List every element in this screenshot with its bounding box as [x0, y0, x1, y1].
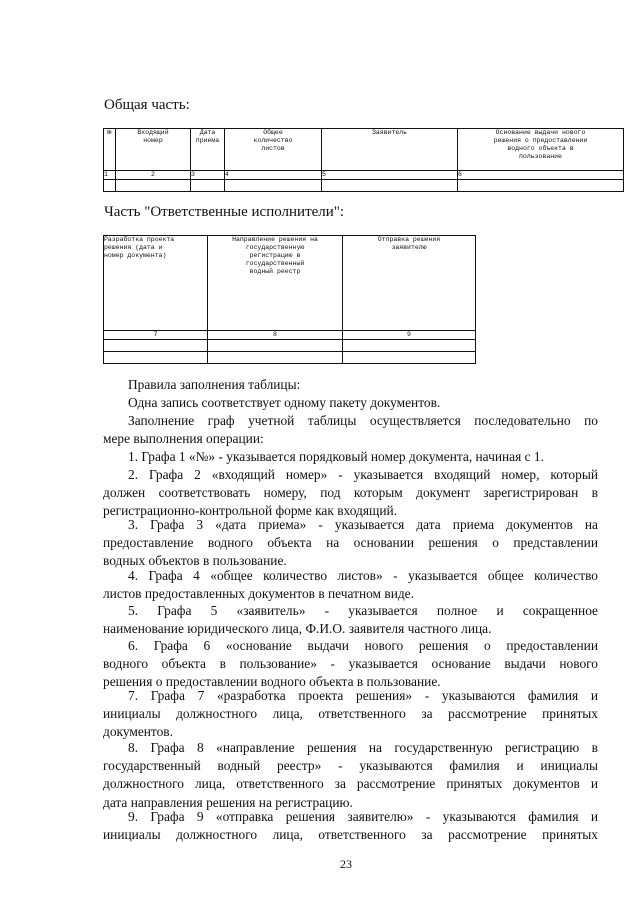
table1-header-cell: Заявитель	[322, 129, 458, 171]
table2-header-cell: Направление решения на государственную регистрацию в государственный водный реестр	[208, 236, 343, 331]
page-number: 23	[340, 857, 352, 871]
table1-number-cell: 3	[191, 171, 225, 180]
table1-empty-cell	[322, 180, 458, 192]
rules-paragraph	[103, 739, 598, 812]
rules-line: инициалы должностного лица, ответственного за рассмотрение принятых	[103, 827, 598, 843]
rules-line: 5. Графа 5 «заявитель» - указывается полное и сокращенное	[128, 603, 598, 618]
rules-paragraph	[103, 448, 598, 466]
table1-header-cell: №	[104, 129, 116, 171]
table2-header-cell: Отправка решения заявителю	[343, 236, 476, 331]
rules-line: должен соответствовать номеру, под которым документ зарегистрирован в	[103, 485, 598, 501]
rules-paragraph	[103, 637, 598, 692]
table2-number-cell: 8	[208, 331, 343, 340]
table2-empty-cell	[343, 352, 476, 364]
section2-title: Часть "Ответственные исполнители":	[104, 204, 345, 220]
table1-empty-cell	[191, 180, 225, 192]
rules-paragraph	[103, 602, 598, 638]
rules-line: 9. Графа 9 «отправка решения заявителю» - указываются фамилия и	[128, 809, 598, 824]
table1-header-cell: Входящий номер	[116, 129, 191, 171]
table1-number-cell: 6	[458, 171, 624, 180]
rules-line: 1. Графа 1 «№» - указывается порядковый номер документа, начиная с 1.	[128, 449, 544, 464]
rules-paragraph	[103, 394, 598, 412]
rules-line: водных объектов в пользование.	[103, 553, 287, 569]
table2-empty-cell	[104, 352, 208, 364]
general-table	[103, 128, 624, 192]
table1-number-cell: 1	[104, 171, 116, 180]
rules-paragraph	[103, 376, 598, 394]
table2-empty-cell	[104, 340, 208, 352]
rules-line: дата направления решения на регистрацию.	[103, 794, 353, 810]
table2-number-cell: 7	[104, 331, 208, 340]
table1-header-cell: Общее количество листов	[225, 129, 322, 171]
rules-line: наименование юридического лица, Ф.И.О. заявителя частного лица.	[103, 621, 492, 637]
rules-line: Правила заполнения таблицы:	[128, 377, 301, 392]
table1-number-cell: 5	[322, 171, 458, 180]
rules-line: решения о предоставлении водного объекта в пользование.	[103, 674, 441, 690]
table1-empty-cell	[116, 180, 191, 192]
rules-paragraph	[103, 412, 598, 448]
rules-line: предоставление водного объекта на основании решения о представлении	[103, 535, 598, 551]
rules-paragraph	[103, 567, 598, 603]
rules-line: регистрационно-контрольной форме как входящий.	[103, 503, 397, 519]
rules-paragraph	[103, 687, 598, 742]
rules-paragraph	[103, 466, 598, 521]
rules-line: инициалы должностного лица, ответственного за рассмотрение принятых	[103, 706, 598, 722]
rules-line: должностного лица, ответственного за рассмотрение принятых документов и	[103, 776, 598, 792]
rules-paragraph	[103, 808, 598, 844]
rules-line: 4. Графа 4 «общее количество листов» - указывается общее количество	[128, 568, 598, 583]
table1-number-cell: 4	[225, 171, 322, 180]
rules-line: 7. Графа 7 «разработка проекта решения» - указываются фамилия и	[128, 688, 598, 703]
table2-header-cell: Разработка проекта решения (дата и номер документа)	[104, 236, 208, 331]
rules-line: 8. Графа 8 «направление решения на государственную регистрацию в	[128, 740, 598, 755]
table2-empty-cell	[208, 340, 343, 352]
rules-line: Одна запись соответствует одному пакету документов.	[128, 395, 441, 410]
table1-number-cell: 2	[116, 171, 191, 180]
table2-empty-cell	[343, 340, 476, 352]
executors-table	[103, 235, 476, 364]
table1-empty-cell	[458, 180, 624, 192]
rules-line: государственный водный реестр» - указываются фамилия и инициалы	[103, 758, 598, 774]
rules-line: 2. Графа 2 «входящий номер» - указывается входящий номер, который	[128, 467, 598, 482]
section1-title: Общая часть:	[104, 97, 190, 113]
rules-line: документов.	[103, 724, 173, 740]
rules-line: водного объекта в пользование» - указывается основание выдачи нового	[103, 656, 598, 672]
rules-line: Заполнение граф учетной таблицы осуществляется последовательно по	[128, 413, 598, 428]
rules-line: мере выполнения операции:	[103, 431, 264, 447]
table2-empty-cell	[208, 352, 343, 364]
table1-empty-cell	[225, 180, 322, 192]
table1-header-cell: Дата приема	[191, 129, 225, 171]
rules-line: 3. Графа 3 «дата приема» - указывается дата приема документов на	[128, 517, 598, 532]
table1-header-cell: Основание выдачи нового решения о предоставлении водного объекта в пользование	[458, 129, 624, 171]
rules-paragraph	[103, 516, 598, 571]
rules-line: 6. Графа 6 «основание выдачи нового решения о предоставлении	[128, 638, 598, 653]
table2-number-cell: 9	[343, 331, 476, 340]
rules-line: листов предоставленных документов в печатном виде.	[103, 586, 414, 602]
table1-empty-cell	[104, 180, 116, 192]
